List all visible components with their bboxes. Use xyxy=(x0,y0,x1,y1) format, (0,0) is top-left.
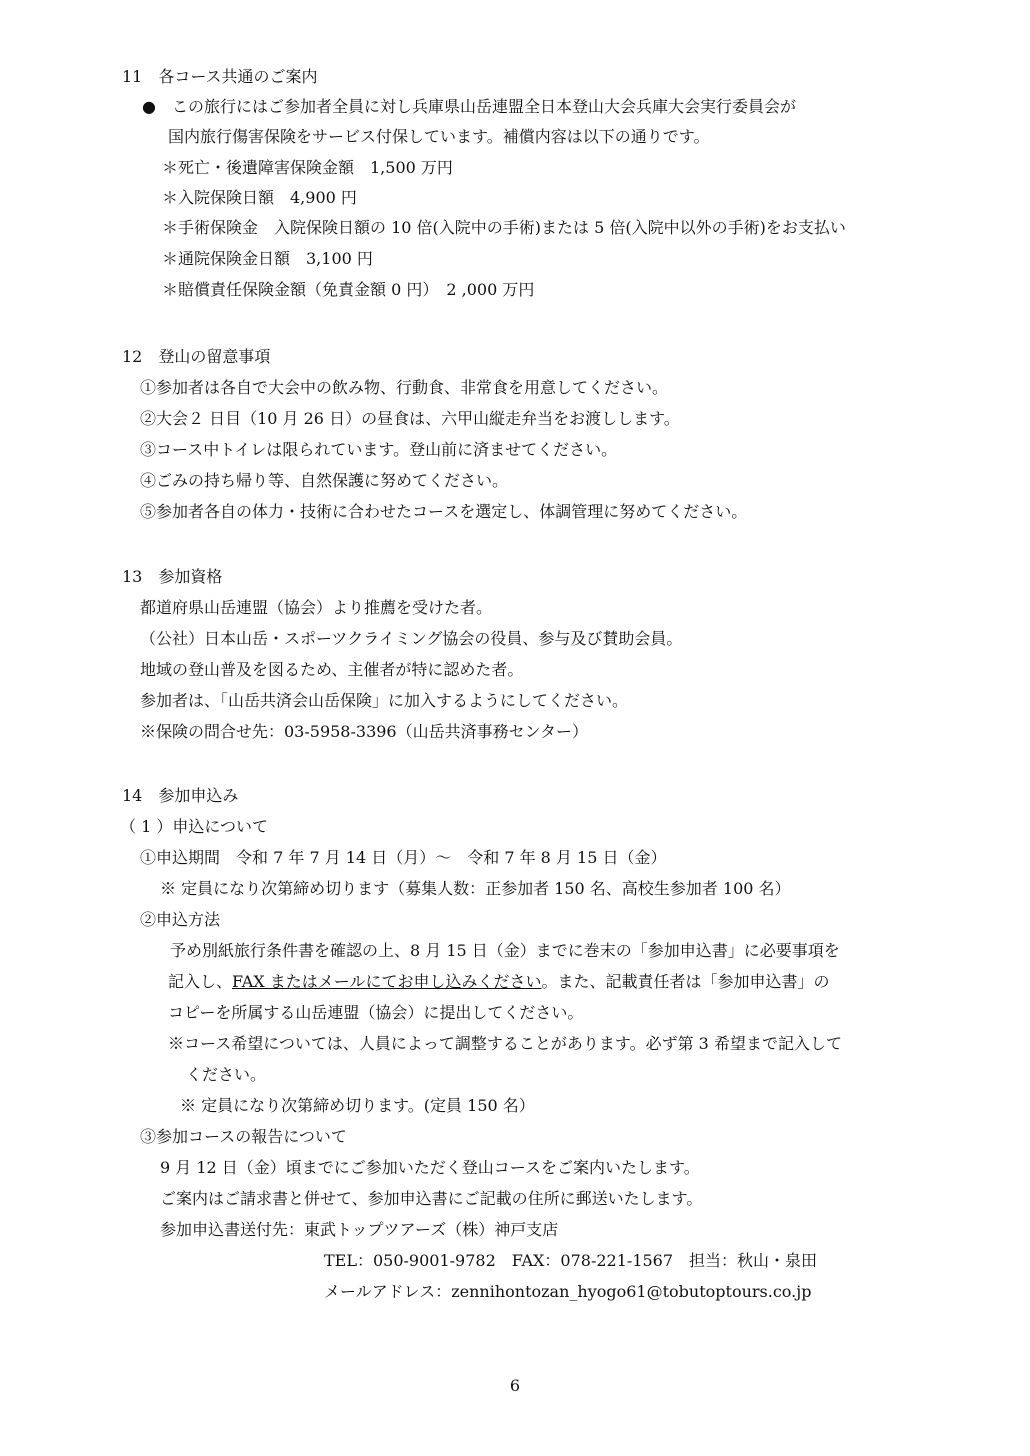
s12-item-3: ③コース中トイレは限られています。登山前に済ませてください。 xyxy=(140,440,618,459)
method-line-3: コピーを所属する山岳連盟（協会）に提出してください。 xyxy=(168,1003,584,1022)
application-period: ①申込期間 令和 7 年 7 月 14 日（月）～ 令和 7 年 8 月 15 日（金） xyxy=(140,848,667,867)
s13-item-1: 都道府県山岳連盟（協会）より推薦を受けた者。 xyxy=(140,598,493,617)
course-note-2: ください。 xyxy=(186,1065,267,1084)
s12-item-4: ④ごみの持ち帰り等、自然保護に努めてください。 xyxy=(140,471,509,490)
page-number: 6 xyxy=(509,1376,521,1395)
application-period-note: ※ 定員になり次第締め切ります（募集人数：正参加者 150 名、高校生参加者 100 名） xyxy=(160,879,791,898)
capacity-note: ※ 定員になり次第締め切ります。(定員 150 名） xyxy=(180,1096,535,1115)
s13-item-2: （公社）日本山岳・スポーツクライミング協会の役員、参与及び賛助会員。 xyxy=(140,629,683,648)
s12-item-5: ⑤参加者各自の体力・技術に合わせたコースを選定し、体調管理に努めてください。 xyxy=(140,502,748,521)
report-heading: ③参加コースの報告について xyxy=(140,1127,347,1146)
insurance-item-liability: ＊賠償責任保険金額（免責金額 0 円） 2 ,000 万円 xyxy=(162,280,535,299)
s13-item-4: 参加者は、「山岳共済会山岳保険」に加入するようにしてください。 xyxy=(140,691,629,710)
report-line-1: 9 月 12 日（金）頃までにご参加いただく登山コースをご案内いたします。 xyxy=(160,1158,700,1177)
s13-item-5: ※保険の問合せ先：03-5958-3396（山岳共済事務センター） xyxy=(140,722,588,741)
method-line-1: 予め別紙旅行条件書を確認の上、8 月 15 日（金）までに巻末の「参加申込書」に必要事項を xyxy=(170,941,840,960)
s12-item-1: ①参加者は各自で大会中の飲み物、行動食、非常食を用意してください。 xyxy=(140,378,669,397)
section-13-heading: 13 参加資格 xyxy=(122,567,223,586)
s13-item-3: 地域の登山普及を図るため、主催者が特に認めた者。 xyxy=(140,660,524,679)
s14-sub-1: （ 1 ）申込について xyxy=(120,817,269,836)
method-line-2a: 記入し、 xyxy=(168,972,233,991)
insurance-item-surgery: ＊手術保険金 入院保険日額の 10 倍(入院中の手術)または 5 倍(入院中以外の手術)をお支払い xyxy=(162,218,846,237)
contact-line: TEL：050-9001-9782 FAX：078-221-1567 担当：秋山・泉田 xyxy=(324,1251,818,1270)
insurance-item-hospital: ＊入院保険日額 4,900 円 xyxy=(162,188,357,207)
s11-intro-line-2: 国内旅行傷害保険をサービス付保しています。補償内容は以下の通りです。 xyxy=(168,127,710,146)
report-line-2: ご案内はご請求書と併せて、参加申込書にご記載の住所に郵送いたします。 xyxy=(160,1189,703,1208)
method-line-2c: 。また、記載責任者は「参加申込書」の xyxy=(541,972,830,991)
s11-intro-line-1: この旅行にはご参加者全員に対し兵庫県山岳連盟全日本登山大会兵庫大会実行委員会が xyxy=(172,97,797,116)
insurance-item-outpatient: ＊通院保険金日額 3,100 円 xyxy=(162,249,373,268)
method-line-2-emphasis: FAX またはメールにてお申し込みください xyxy=(232,972,542,991)
section-12-heading: 12 登山の留意事項 xyxy=(122,347,271,366)
insurance-item-death: ＊死亡・後遺障害保険金額 1,500 万円 xyxy=(162,158,453,177)
method-heading: ②申込方法 xyxy=(140,910,221,929)
bullet: ● xyxy=(142,97,156,116)
s12-item-2: ②大会２ 日目（10 月 26 日）の昼食は、六甲山縦走弁当をお渡しします。 xyxy=(140,409,680,428)
send-to: 参加申込書送付先：東武トップツアーズ（株）神戸支店 xyxy=(160,1220,559,1239)
course-note-1: ※コース希望については、人員によって調整することがあります。必ず第 3 希望まで記入して xyxy=(168,1034,842,1053)
method-line-2 xyxy=(168,972,829,992)
email-line: メールアドレス：zennihontozan_hyogo61@tobutoptours.co.jp xyxy=(324,1282,812,1301)
section-11-heading: 11 各コース共通のご案内 xyxy=(122,67,318,86)
section-14-heading: 14 参加申込み xyxy=(122,786,239,805)
